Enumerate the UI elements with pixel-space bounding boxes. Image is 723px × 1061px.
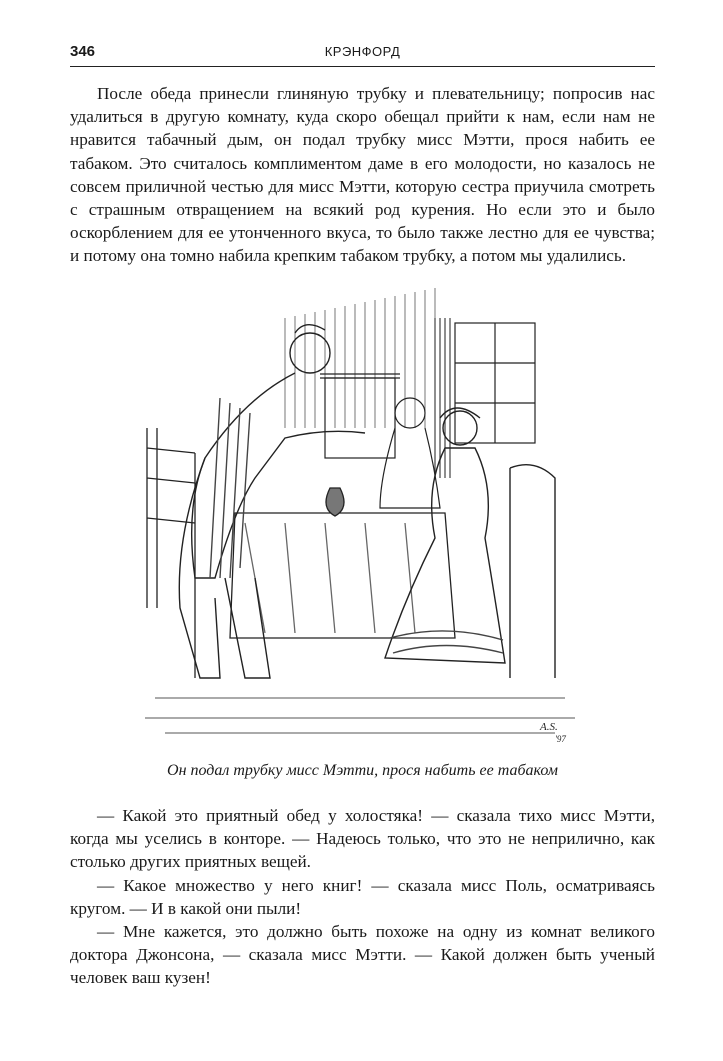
illustration-drawing [135,278,580,756]
background-lady [380,398,440,508]
fireplace [320,374,400,458]
artist-signature: A.S. [540,721,558,733]
wall-hatching [285,288,435,428]
dialog-line-1: — Какой это приятный обед у холостяка! — сказала тихо мисс Мэтти, когда мы уселись в конторе. — Надеюсь только, что это не неприлично, как столько других приятных вещей. [70,806,655,872]
window [435,318,535,478]
left-chair [147,428,195,678]
page-number: 346 [70,43,96,60]
illustration-caption: Он подал трубку мисс Мэтти, прося набить ее табаком [167,762,558,779]
dialog-line-2: — Какое множество у него книг! — сказала мисс Поль, осматриваясь кругом. — И в какой они пыли! [70,875,655,918]
artist-year: '97 [555,734,566,744]
paragraph-top: После обеда принесли глиняную трубку и плевательницу; попросив нас удалиться в другую комнату, куда скоро обещал прийти к нам, если нам не нравится табачный дым, он подал трубку мисс Мэтти, прося набить ее табаком. Это считалось комплиментом даме в его молодости, но казалось не совсем приличной честью для мисс Мэтти, которую сестра приучила смотреть с страшным отвращением на всякий род курения. Но если это и было оскорблением для ее утонченного вкуса, то было также лестно для ее чувства; и потому она томно набила крепким табаком трубку, а потом мы удалились. [70,84,655,266]
running-title: КРЭНФОРД [324,44,401,59]
right-chair [510,465,555,678]
dialog-block [70,804,655,990]
table [230,488,455,638]
illustration-engraving [135,278,580,756]
floor-lines [145,698,575,733]
dialog-line-3: — Мне кажется, это должно быть похоже на одну из комнат великого доктора Джонсона, — сказала мисс Мэтти. — Какой должен быть ученый человек ваш кузен! [70,922,655,988]
page-header [70,40,655,67]
